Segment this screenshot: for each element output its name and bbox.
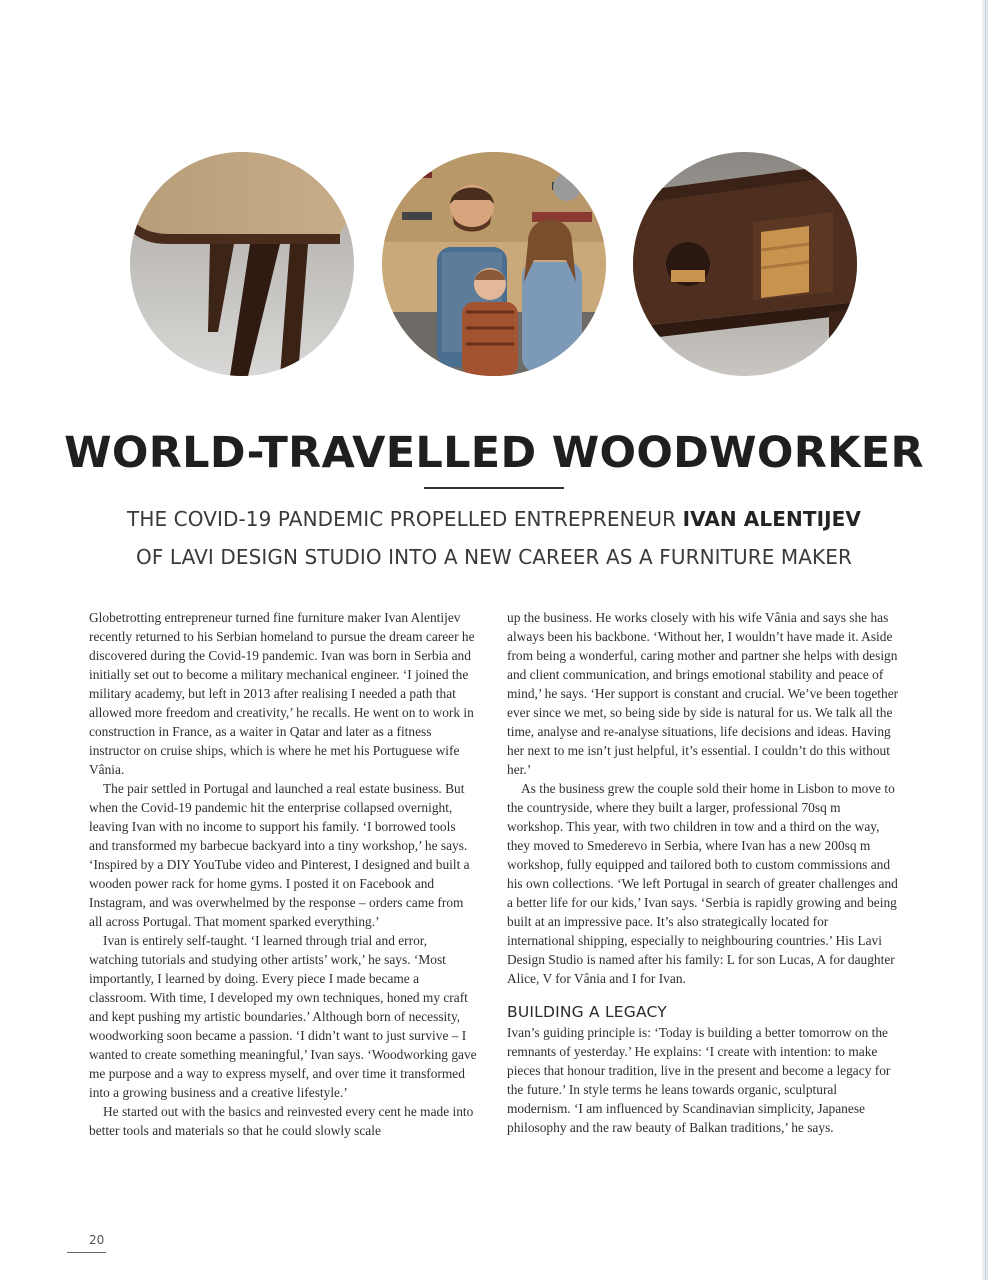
paragraph: As the business grew the couple sold their home in Lisbon to move to the countryside, where they built a larger, professional 70sq m workshop. This year, with two children in tow and a third on the way, they moved to Smederevo in Serbia, where Ivan has a new 200sq m workshop, fully equipped and tailored both to custom commissions and his own collections. ‘We left Portugal in search of greater challenges and a better life for our kids,’ Ivan says. ‘Serbia is rapidly growing and being built at an impressive pace. It’s also strategically located for international shipping, especially to neighbouring countries.’ His Lavi Design Studio is named after his family: L for son Lucas, A for daughter Alice, V for Vânia and I for Ivan.	[507, 781, 898, 986]
deck-line-2: OF LAVI DESIGN STUDIO INTO A NEW CAREER AS A FURNITURE MAKER	[136, 545, 852, 569]
photo-drawer-detail	[633, 152, 857, 376]
headline: WORLD-TRAVELLED WOODWORKER	[64, 428, 924, 478]
deck-text: THE COVID-19 PANDEMIC PROPELLED ENTREPRENEUR	[127, 507, 683, 531]
photo-family-portrait	[382, 152, 606, 376]
body-column-right	[507, 608, 899, 1137]
photo-table-leg	[130, 152, 354, 376]
paragraph: up the business. He works closely with his wife Vânia and says she has always been his backbone. ‘Without her, I wouldn’t have made it. Aside from being a wonderful, caring mother and partner she helps with design and client communication, and brings emotional stability and peace of mind,’ he says. ‘Her support is constant and crucial. We’ve been together ever since we met, so being side by side is natural for us. We talk all the time, analyse and re-analyse situations, life decisions and ideas. Having her next to me isn’t just helpful, it’s essential. I couldn’t do this without her.’	[507, 610, 899, 777]
page-number: 20	[89, 1233, 105, 1247]
paragraph: Ivan is entirely self-taught. ‘I learned through trial and error, watching tutorials and studying other artists’ work,’ he says. ‘Most importantly, I learned by doing. Every piece I made became a classroom. With time, I developed my own techniques, honed my craft and kept pushing my artistic boundaries.’ Although born of necessity, woodworking soon became a passion. ‘I didn’t want to just survive – I wanted to create something meaningful,’ Ivan says. ‘Woodworking gave me purpose and a way to express myself, and over time it transformed into a growing business and a creative lifestyle.’	[89, 933, 477, 1100]
paragraph: Globetrotting entrepreneur turned fine furniture maker Ivan Alentijev recently returned to his Serbian homeland to pursue the dream career he discovered during the Covid-19 pandemic. Ivan was born in Serbia and initially set out to become a military mechanical engineer. ‘I joined the military academy, but left in 2013 after realising I needed a path that allowed more freedom and creativity,’ he recalls. He went on to work in construction in France, as a waiter in Qatar and later as a fitness instructor on cruise ships, which is where he met his Portuguese wife Vânia.	[89, 610, 475, 777]
section-subhead: BUILDING A LEGACY	[507, 1003, 667, 1021]
headline-rule	[424, 487, 564, 489]
paragraph: He started out with the basics and reinvested every cent he made into better tools and materials so that he could slowly scale	[89, 1104, 474, 1138]
page-edge-line	[985, 0, 986, 1280]
deck-line-1	[0, 507, 988, 531]
paragraph: Ivan’s guiding principle is: ‘Today is building a better tomorrow on the remnants of yesterday.’ He explains: ‘I create with intention: to make pieces that honour tradition, live in the present and become a legacy for the future.’ In style terms he leans towards organic, sculptural modernism. ‘I am influenced by Scandinavian simplicity, Japanese philosophy and the raw beauty of Balkan traditions,’ he says.	[507, 1025, 891, 1135]
folio-rule	[67, 1252, 106, 1253]
paragraph: The pair settled in Portugal and launched a real estate business. But when the Covid-19 pandemic hit the enterprise collapsed overnight, leaving Ivan with no income to support his family. ‘I borrowed tools and transformed my barbecue backyard into a tiny workshop,’ he says. ‘Inspired by a DIY YouTube video and Pinterest, I designed and built a wooden power rack for home gyms. I posted it on Facebook and Instagram, and was overwhelmed by the response – orders came from all across Portugal. That moment sparked everything.’	[89, 781, 470, 929]
body-column-left	[89, 608, 477, 1140]
deck-name: IVAN ALENTIJEV	[682, 507, 861, 531]
